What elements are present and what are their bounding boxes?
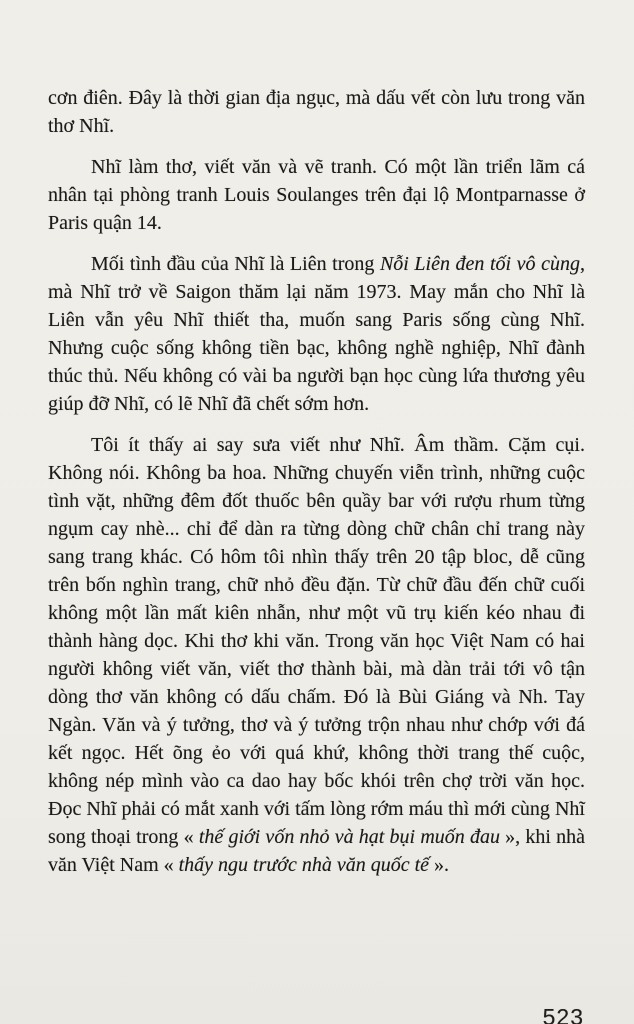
paragraph-segment: », khi nhà văn Việt Nam «: [48, 826, 586, 876]
paragraph: [48, 84, 585, 140]
paragraph-segment: Tôi ít thấy ai say sưa viết như Nhĩ. Âm thầm. Cặm cụi. Không nói. Không ba hoa. Những chuyến viễn trình, những cuộc tình vặt, những đêm đốt thuốc bên quầy bar với rượu rhum từng ngụm cay nhè... chỉ để dàn ra từng dòng chữ chân chỉ trang này sang trang khác. Có hôm tôi nhìn thấy trên 20 tập bloc, dễ cũng trên bốn nghìn trang, chữ nhỏ đều đặn. Từ chữ đầu đến chữ cuối không một lần mất kiên nhẫn, như một vũ trụ kiến kéo nhau đi thành hàng dọc. Khi thơ khi văn. Trong văn học Việt Nam có hai người không viết văn, viết thơ thành bài, mà dàn trải tới vô tận dòng thơ văn không có dấu chấm. Đó là Bùi Giáng và Nh. Tay Ngàn. Văn và ý tưởng, thơ và ý tưởng trộn nhau như chớp với đá kết ngọc. Hết õng ẻo với quá khứ, không thời trang thế cuộc, không nép mình vào ca dao hay bốc khói trên chợ trời văn học. Đọc Nhĩ phải có mắt xanh với tấm lòng rớm máu thì mới cùng Nhĩ song thoại trong «: [48, 434, 585, 848]
page-number: 523: [542, 1004, 584, 1024]
paragraph-segment-italic: thế giới vốn nhỏ và hạt bụi muốn đau: [198, 826, 500, 848]
paragraph-segment: ».: [429, 854, 450, 876]
paragraph-segment-italic: thấy ngu trước nhà văn quốc tế: [178, 854, 430, 876]
paragraph-segment: Mối tình đầu của Nhĩ là Liên trong: [91, 253, 380, 275]
paragraph-segment: cơn điên. Đây là thời gian địa ngục, mà dấu vết còn lưu trong văn thơ Nhĩ.: [48, 87, 585, 137]
paragraph: [48, 250, 585, 418]
paragraph-segment: Nhĩ làm thơ, viết văn và vẽ tranh. Có một lần triển lãm cá nhân tại phòng tranh Louis Soulanges trên đại lộ Montparnasse ở Paris quận 14.: [48, 156, 585, 234]
paragraph-segment: , mà Nhĩ trở về Saigon thăm lại năm 1973. May mắn cho Nhĩ là Liên vẫn yêu Nhĩ thiết tha, muốn sang Paris sống cùng Nhĩ. Nhưng cuộc sống không tiền bạc, không nghề nghiệp, Nhĩ đành thúc thủ. Nếu không có vài ba người bạn học cùng lứa thương yêu giúp đỡ Nhĩ, có lẽ Nhĩ đã chết sớm hơn.: [48, 253, 585, 415]
paragraph: [48, 431, 585, 879]
paragraph-segment-italic: Nỗi Liên đen tối vô cùng: [379, 253, 580, 275]
paragraph: [48, 153, 585, 237]
page-body: [48, 84, 585, 879]
